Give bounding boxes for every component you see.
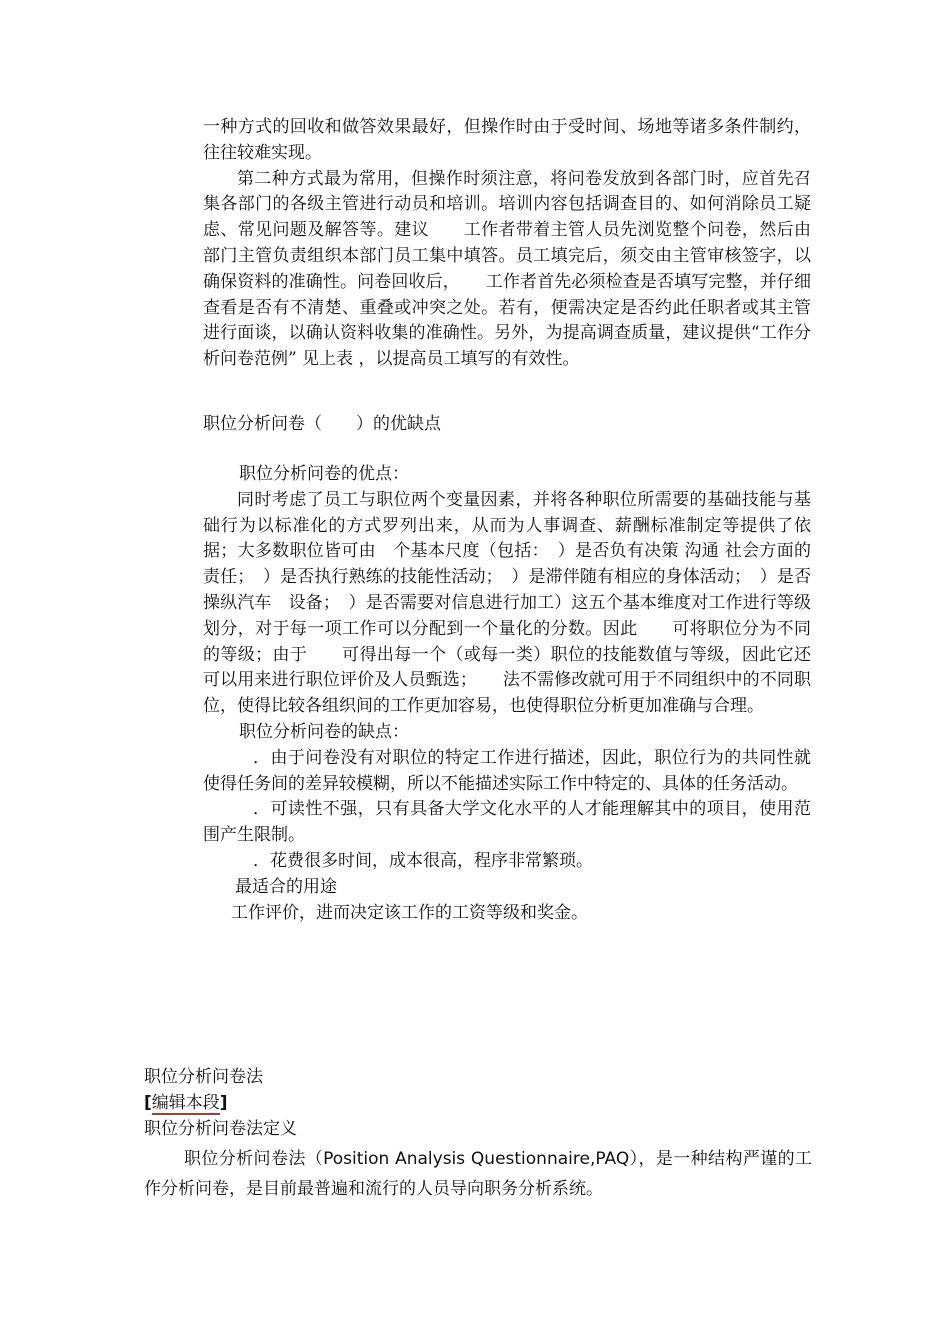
pros-cons-heading: 职位分析问卷（ ）的优缺点 (203, 414, 441, 434)
disadvantage-item: ．由于问卷没有对职位的特定工作进行描述，因此，职位行为的共同性就使得任务间的差异较模糊，所以不能描述实际工作中特定的、具体的任务活动。 (203, 747, 811, 794)
edit-section-label[interactable]: 编辑本段 (151, 1093, 220, 1113)
disadvantage-item: ．花费很多时间，成本很高，程序非常繁琐。 (253, 850, 593, 871)
disadvantages-title: 职位分析问卷的缺点： (239, 721, 409, 742)
best-use-title: 最适合的用途 (235, 876, 337, 897)
definition-title: 职位分析问卷法定义 (144, 1119, 297, 1139)
advantages-title: 职位分析问卷的优点： (239, 464, 409, 484)
edit-close-bracket: ] (219, 1093, 228, 1113)
definition-body: 职位分析问卷法（Position Analysis Questionnaire,PAQ），是一种结构严谨的工作分析问卷，是目前最普遍和流行的人员导向职务分析系统。 (144, 1149, 812, 1199)
disadvantage-item: ．可读性不强，只有具备大学文化水平的人才能理解其中的项目，使用范围产生限制。 (203, 799, 811, 846)
questionnaire-distribution-text (203, 115, 811, 373)
best-use-text: 工作评价，进而决定该工作的工资等级和奖金。 (231, 902, 588, 923)
edit-section-link[interactable] (144, 1090, 812, 1116)
paq-section (144, 1064, 812, 1204)
paragraph-first-method: 一种方式的回收和做答效果最好，但操作时由于受时间、场地等诸多条件制约，往往较难实现。 (203, 117, 811, 163)
section-title: 职位分析问卷法 (144, 1067, 263, 1087)
pros-cons-section (203, 462, 811, 926)
edit-open-bracket: [ (144, 1093, 152, 1113)
advantages-text: 同时考虑了员工与职位两个变量因素，并将各种职位所需要的基础技能与基础行为以标准化的方式罗列出来，从而为人事调查、薪酬标准制定等提供了依据；大多数职位皆可由 个基本尺度（包括： ）是否负有决策 沟通 社会方面的责任； ）是否执行熟练的技能性活动； ）是滞伴随有相应的身体活动； ）是否操纵汽车 设备； ）是否需要对信息进行加工）这五个基本维度对工作进行等级划分，对于每一项工作可以分配到一个量化的分数。因此 可将职位分为不同的等级；由于 可得出每一个（或每一类）职位的技能数值与等级，因此它还可以用来进行职位评价及人员甄选； 法不需修改就可用于不同组织中的不同职位，使得比较各组织间的工作更加容易，也使得职位分析更加准确与合理。 (203, 489, 811, 717)
paragraph-second-method: 第二种方式最为常用，但操作时须注意，将问卷发放到各部门时，应首先召集各部门的各级主管进行动员和培训。培训内容包括调查目的、如何消除员工疑虑、常见问题及解答等。建议 工作者带着主管人员先浏览整个问卷，然后由部门主管负责组织本部门员工集中填答。员工填完后，须交由主管审核签字，以确保资料的准确性。问卷回收后， 工作者首先必须检查是否填写完整，并仔细查看是否有不清楚、重叠或冲突之处。若有，便需决定是否约此任职者或其主管进行面谈，以确认资料收集的准确性。另外，为提高调查质量，建议提供“工作分析问卷范例” 见上表 ，以提高员工填写的有效性。 (203, 168, 811, 370)
